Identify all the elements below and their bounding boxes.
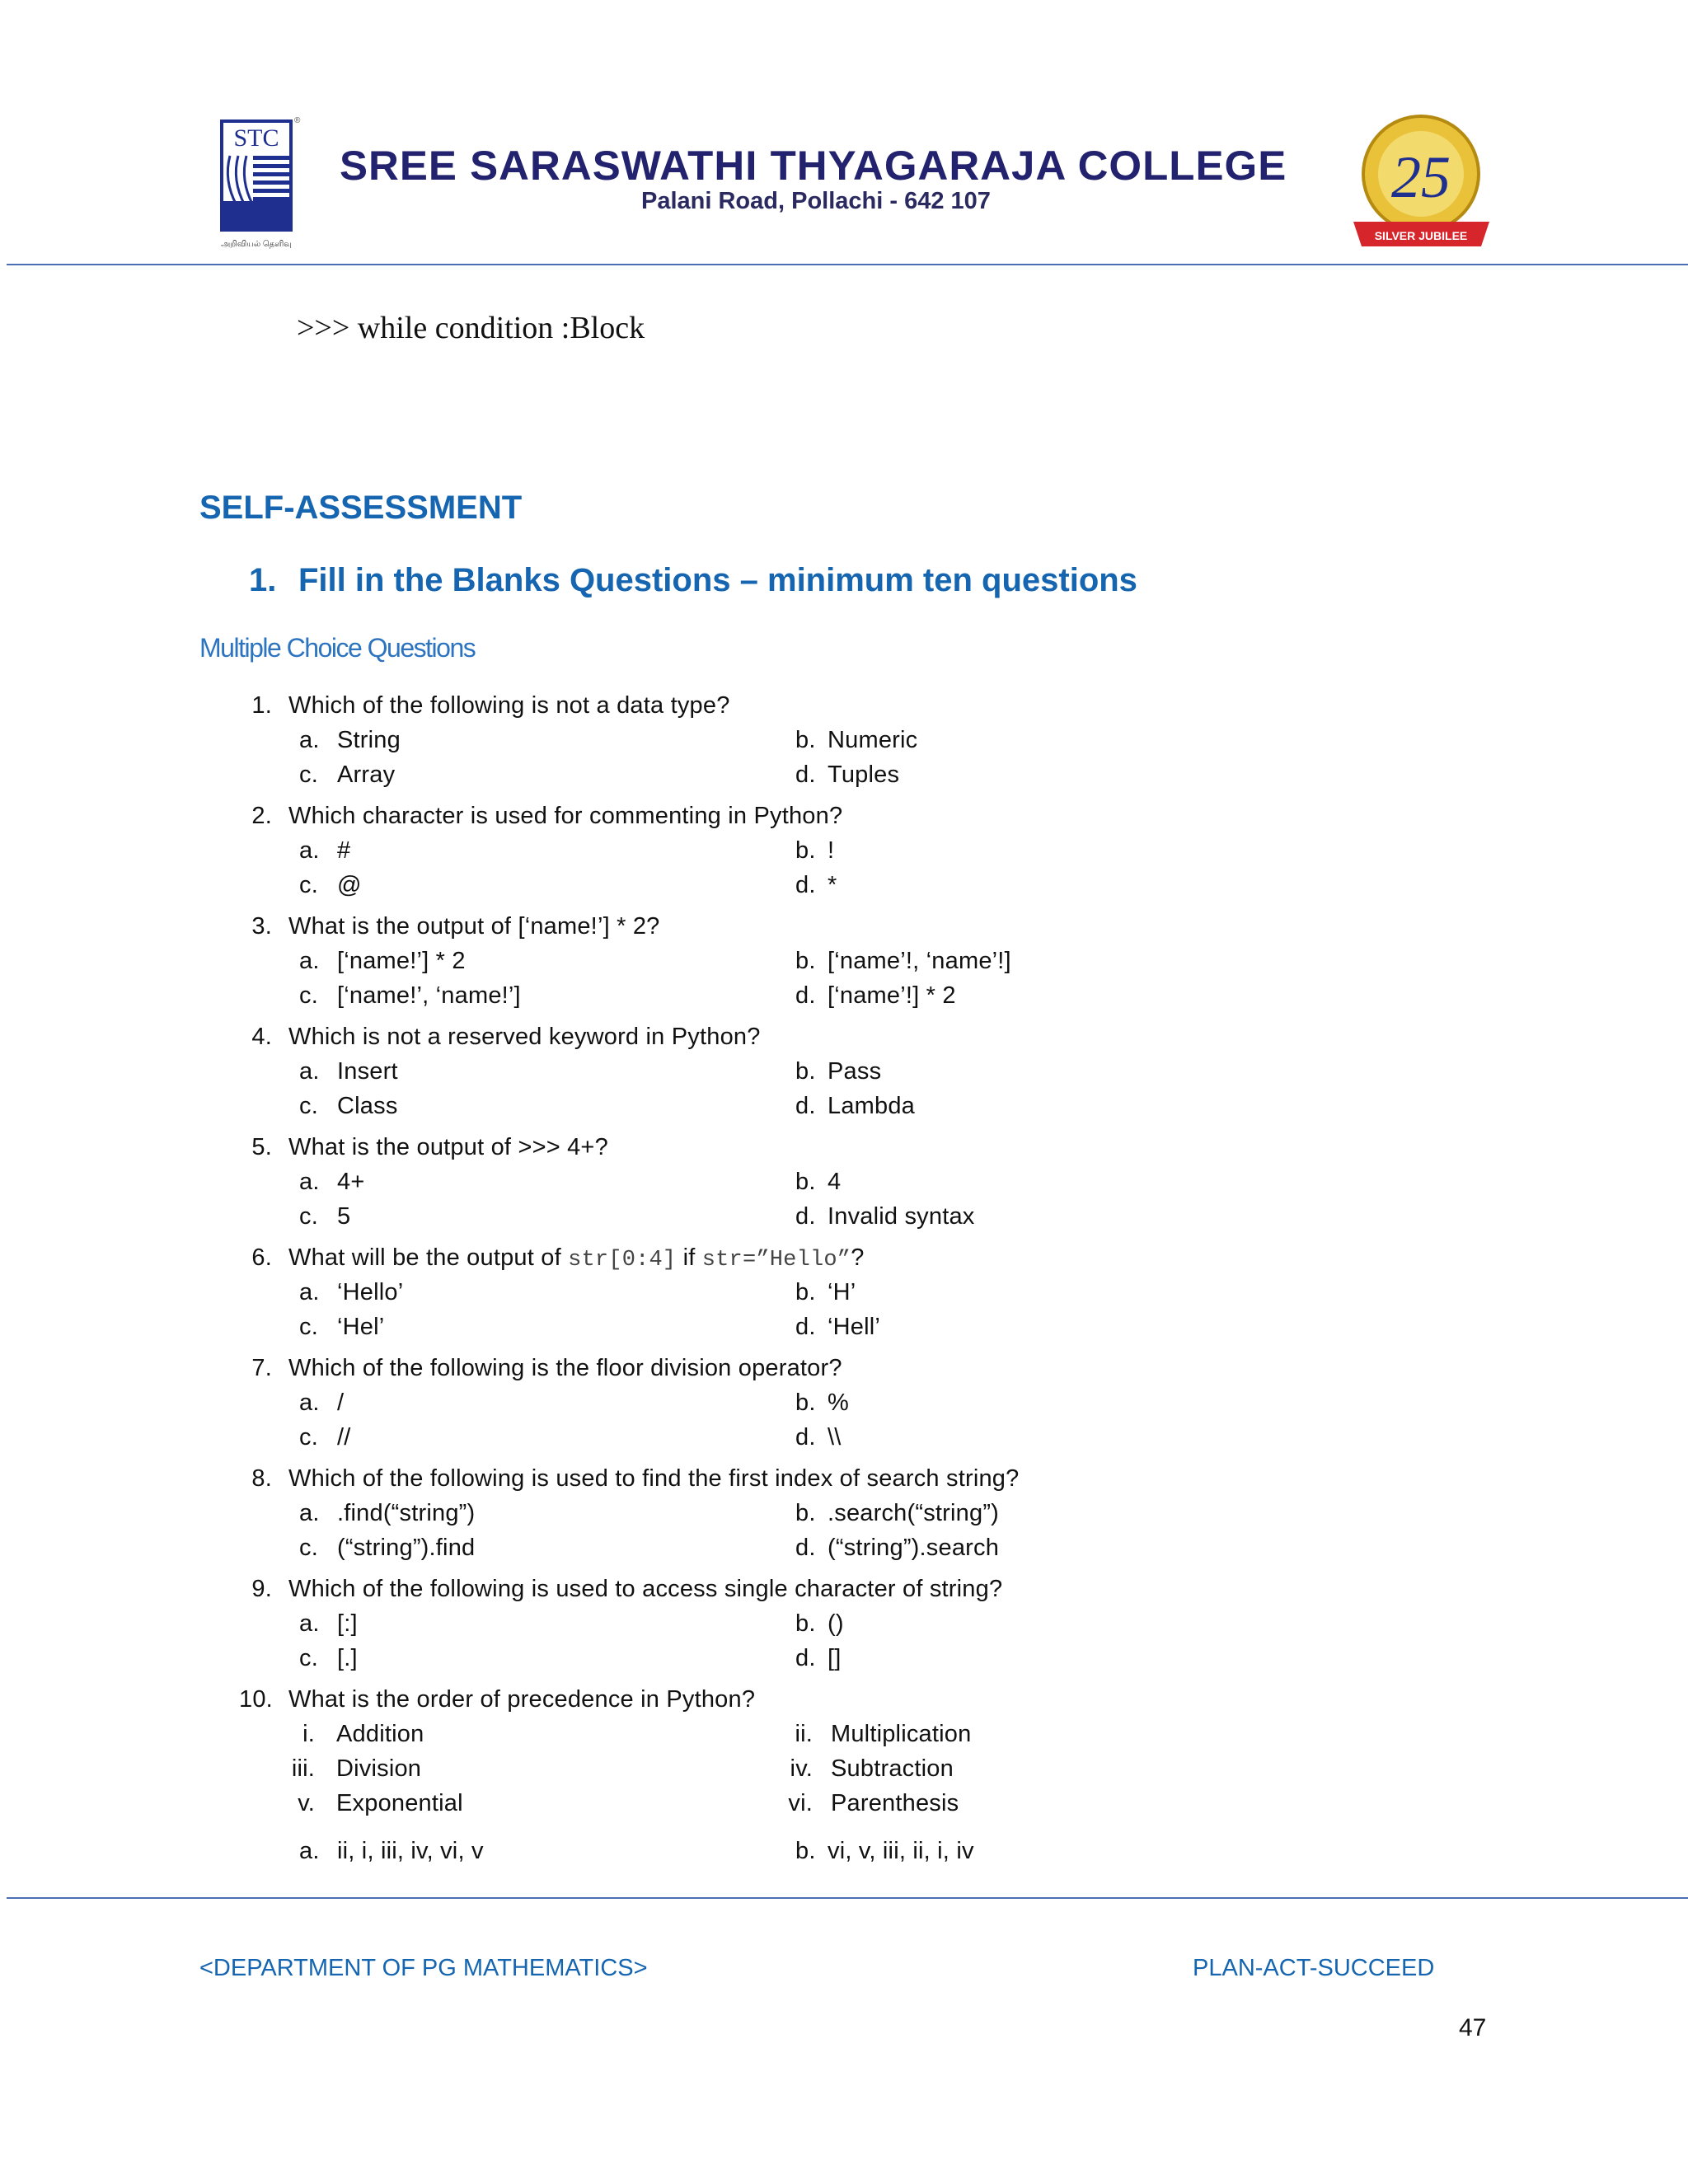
question-number: 7. <box>251 1355 272 1381</box>
question-text: Which of the following is the floor division operator? <box>288 1355 842 1381</box>
option-text: / <box>337 1390 345 1416</box>
option-text: [‘name’!] * 2 <box>828 982 956 1009</box>
option-letter: b. <box>795 1279 816 1305</box>
option-letter: d. <box>795 1314 816 1340</box>
option-letter: d. <box>795 1424 816 1451</box>
option-text: [] <box>828 1645 842 1671</box>
footer-divider <box>7 1897 1688 1899</box>
header-divider <box>7 264 1688 265</box>
svg-text:25: 25 <box>1391 144 1451 210</box>
page-number: 47 <box>1459 2014 1487 2041</box>
option-text: Tuples <box>828 762 900 788</box>
question-number: 10. <box>239 1686 273 1713</box>
option-text: Numeric <box>828 727 918 753</box>
question-text-part: if <box>676 1244 702 1271</box>
option-letter: c. <box>299 1535 318 1561</box>
svg-text:®: ® <box>294 116 301 125</box>
question-number: 6. <box>251 1244 272 1271</box>
option-letter: a. <box>299 1390 320 1416</box>
svg-text:அறிவியல் தெளிவு: அறிவியல் தெளிவு <box>221 240 292 249</box>
option-text: () <box>828 1610 844 1637</box>
mcq-title: Multiple Choice Questions <box>199 633 476 663</box>
option-letter: c. <box>299 1093 318 1119</box>
option-letter: a. <box>299 1058 320 1085</box>
item-numeral: v. <box>298 1790 315 1816</box>
option-text: Invalid syntax <box>828 1203 975 1230</box>
svg-text:SILVER JUBILEE: SILVER JUBILEE <box>1374 229 1468 242</box>
option-text: Lambda <box>828 1093 915 1119</box>
option-letter: a. <box>299 1500 320 1526</box>
subsection-title: Fill in the Blanks Questions – minimum ten questions <box>298 562 1137 598</box>
item-text: Division <box>336 1755 422 1782</box>
stc-logo <box>220 115 299 260</box>
option-letter: b. <box>795 1610 816 1637</box>
item-text: Multiplication <box>831 1721 972 1747</box>
option-letter: d. <box>795 762 816 788</box>
question-text: Which is not a reserved keyword in Python? <box>288 1024 761 1050</box>
option-text: Pass <box>828 1058 882 1085</box>
question-number: 1. <box>251 692 272 719</box>
option-text: ‘Hel’ <box>337 1314 385 1340</box>
option-text: % <box>828 1390 849 1416</box>
option-letter: d. <box>795 1093 816 1119</box>
option-text: String <box>337 727 401 753</box>
option-letter: d. <box>795 982 816 1009</box>
option-text: [.] <box>337 1645 358 1671</box>
option-text: .search(“string”) <box>828 1500 1000 1526</box>
option-letter: c. <box>299 762 318 788</box>
option-text: (“string”).search <box>828 1535 1000 1561</box>
option-text: Class <box>337 1093 398 1119</box>
option-letter: a. <box>299 1279 320 1305</box>
option-letter: c. <box>299 1203 318 1230</box>
question-text: Which of the following is not a data type? <box>288 692 730 719</box>
option-text: ‘Hell’ <box>828 1314 881 1340</box>
question-text-part: ? <box>851 1244 865 1271</box>
option-text: \\ <box>828 1424 842 1451</box>
option-text: .find(“string”) <box>337 1500 476 1526</box>
item-text: Addition <box>336 1721 424 1747</box>
item-numeral: iv. <box>790 1755 813 1782</box>
option-text: [‘name!’, ‘name!’] <box>337 982 521 1009</box>
question-text: Which of the following is used to access single character of string? <box>288 1576 1003 1602</box>
option-text: [‘name!’] * 2 <box>337 948 466 974</box>
question-text-part: What will be the output of <box>288 1244 569 1271</box>
question-number: 5. <box>251 1134 272 1160</box>
option-text: [‘name’!, ‘name’!] <box>828 948 1011 974</box>
option-letter: b. <box>795 837 816 864</box>
option-text: ii, i, iii, iv, vi, v <box>337 1838 484 1864</box>
college-name: SREE SARASWATHI THYAGARAJA COLLEGE <box>340 143 1287 189</box>
question-text: What is the output of >>> 4+? <box>288 1134 608 1160</box>
option-letter: b. <box>795 1169 816 1195</box>
option-letter: a. <box>299 948 320 974</box>
question-number: 9. <box>251 1576 272 1602</box>
option-text: ‘Hello’ <box>337 1279 404 1305</box>
option-letter: a. <box>299 1169 320 1195</box>
option-text: Insert <box>337 1058 398 1085</box>
code-snippet: str[0:4] <box>568 1248 677 1272</box>
option-text: // <box>337 1424 351 1451</box>
subsection-number: 1. <box>249 562 277 598</box>
question-number: 2. <box>251 803 272 829</box>
question-number: 4. <box>251 1024 272 1050</box>
option-letter: b. <box>795 1838 816 1864</box>
option-letter: b. <box>795 1500 816 1526</box>
option-text: (“string”).find <box>337 1535 476 1561</box>
item-text: Subtraction <box>831 1755 954 1782</box>
question-text: Which of the following is used to find the first index of search string? <box>288 1465 1020 1492</box>
option-text: 5 <box>337 1203 351 1230</box>
option-letter: b. <box>795 948 816 974</box>
option-letter: d. <box>795 1645 816 1671</box>
option-letter: b. <box>795 1390 816 1416</box>
option-letter: b. <box>795 1058 816 1085</box>
item-numeral: ii. <box>795 1721 813 1747</box>
option-text: * <box>828 872 837 898</box>
section-title: SELF-ASSESSMENT <box>199 490 523 526</box>
option-text: [:] <box>337 1610 358 1637</box>
footer-department: <DEPARTMENT OF PG MATHEMATICS> <box>199 1955 648 1981</box>
item-text: Parenthesis <box>831 1790 959 1816</box>
option-letter: c. <box>299 1424 318 1451</box>
option-text: @ <box>337 872 362 898</box>
option-text: vi, v, iii, ii, i, iv <box>828 1838 974 1864</box>
question-text: What is the order of precedence in Python? <box>288 1686 756 1713</box>
item-numeral: iii. <box>291 1755 315 1782</box>
question-text: What is the output of [‘name!’] * 2? <box>288 913 660 940</box>
option-letter: a. <box>299 1838 320 1864</box>
item-numeral: vi. <box>788 1790 813 1816</box>
option-letter: c. <box>299 872 318 898</box>
option-letter: c. <box>299 982 318 1009</box>
footer-motto: PLAN-ACT-SUCCEED <box>1193 1955 1435 1981</box>
svg-text:STC: STC <box>233 124 279 152</box>
option-text: ‘H’ <box>828 1279 856 1305</box>
college-address: Palani Road, Pollachi - 642 107 <box>641 188 991 214</box>
subsection-heading <box>249 562 1137 599</box>
option-text: 4 <box>828 1169 842 1195</box>
silver-jubilee-badge <box>1345 115 1498 255</box>
question-text <box>288 1244 865 1279</box>
option-letter: a. <box>299 727 320 753</box>
option-letter: d. <box>795 872 816 898</box>
option-text: 4+ <box>337 1169 365 1195</box>
option-text: Array <box>337 762 396 788</box>
option-letter: c. <box>299 1645 318 1671</box>
item-text: Exponential <box>336 1790 463 1816</box>
option-text: # <box>337 837 351 864</box>
option-letter: d. <box>795 1203 816 1230</box>
code-line: >>> while condition :Block <box>297 311 645 345</box>
question-number: 8. <box>251 1465 272 1492</box>
item-numeral: i. <box>302 1721 315 1747</box>
option-letter: a. <box>299 837 320 864</box>
option-letter: a. <box>299 1610 320 1637</box>
option-letter: d. <box>795 1535 816 1561</box>
option-letter: b. <box>795 727 816 753</box>
option-letter: c. <box>299 1314 318 1340</box>
code-snippet: str=”Hello” <box>701 1248 851 1272</box>
option-text: ! <box>828 837 835 864</box>
question-number: 3. <box>251 913 272 940</box>
question-text: Which character is used for commenting in Python? <box>288 803 843 829</box>
